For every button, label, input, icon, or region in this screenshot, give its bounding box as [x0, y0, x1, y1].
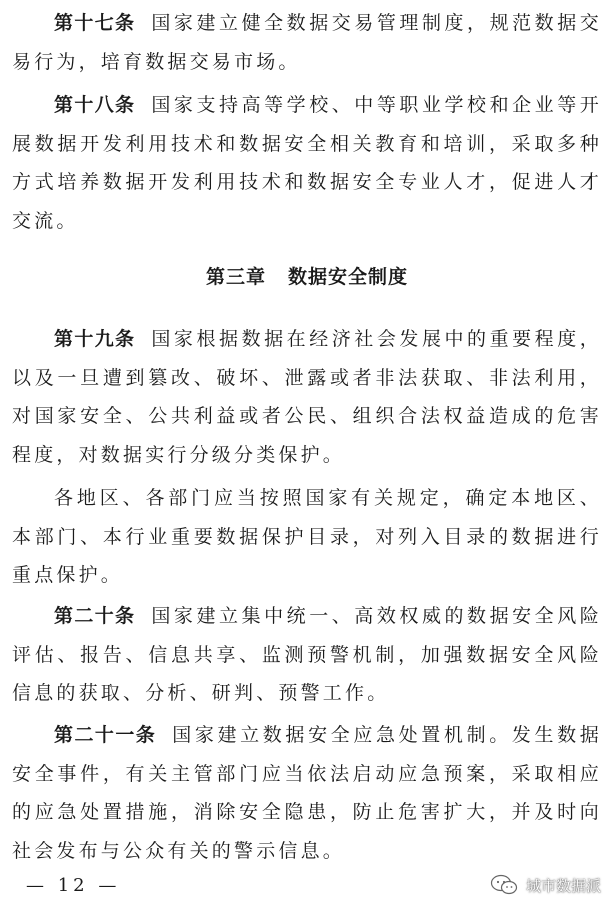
article-19 [12, 320, 602, 475]
article-text: 国家建立健全数据交易管理制度，规范数据交易行为，培育数据交易市场。 [12, 12, 602, 73]
article-number: 第十八条 [54, 94, 136, 116]
article-text: 国家建立数据安全应急处置机制。发生数据安全事件，有关主管部门应当依法启动应急预案，采取相应的应急处置措施，消除安全隐患，防止危害扩大，并及时向社会发布与公众有关的警示信息。 [12, 724, 602, 863]
article-text: 各地区、各部门应当按照国家有关规定，确定本地区、本部门、本行业重要数据保护目录，对列入目录的数据进行重点保护。 [12, 487, 602, 587]
article-17 [12, 4, 602, 81]
chapter-heading [12, 262, 602, 292]
article-number: 第二十一条 [54, 724, 157, 746]
article-20 [12, 597, 602, 713]
article-number: 第二十条 [54, 605, 136, 627]
article-19-paragraph-2 [12, 479, 602, 595]
article-number: 第十七条 [54, 12, 136, 34]
chapter-number: 第三章 [205, 266, 266, 288]
page-footer [0, 872, 613, 902]
article-18 [12, 86, 602, 241]
watermark-text: 城市数据派 [525, 876, 601, 895]
article-text: 国家根据数据在经济社会发展中的重要程度，以及一旦遭到篡改、破坏、泄露或者非法获取、非法利用，对国家安全、公共利益或者公民、组织合法权益造成的危害程度，对数据实行分级分类保护。 [12, 328, 602, 467]
article-number: 第十九条 [54, 328, 136, 350]
article-21 [12, 716, 602, 871]
watermark [490, 874, 601, 896]
article-text: 国家支持高等学校、中等职业学校和企业等开展数据开发利用技术和数据安全相关教育和培训，采取多种方式培养数据开发利用技术和数据安全专业人才，促进人才交流。 [12, 94, 602, 233]
chapter-title: 数据安全制度 [288, 266, 409, 288]
page-number: — 12 — [26, 875, 121, 896]
wechat-icon [490, 874, 518, 896]
article-text: 国家建立集中统一、高效权威的数据安全风险评估、报告、信息共享、监测预警机制，加强数据安全风险信息的获取、分析、研判、预警工作。 [12, 605, 602, 705]
